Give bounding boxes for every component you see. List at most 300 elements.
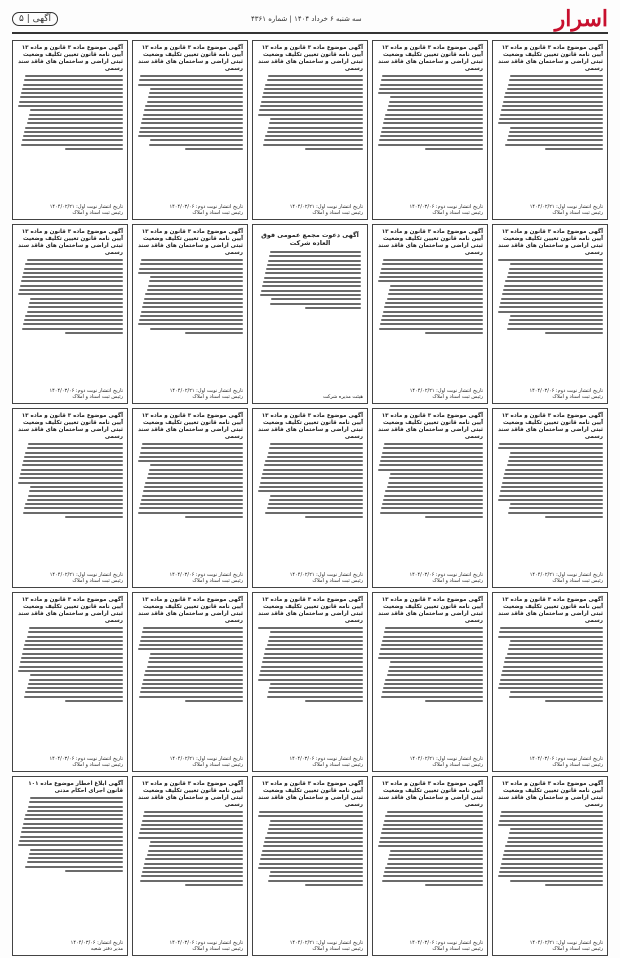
text-line [425, 148, 483, 150]
text-line [268, 880, 363, 882]
text-line [140, 503, 243, 505]
text-line [382, 452, 483, 454]
ad-title: آگهی موضوع ماده ۳ قانون و ماده ۱۳ آیین نامه قانون تعیین تکلیف وضعیت ثبتی اراضی و ساختمان های فاقد سند رسمی [18, 229, 123, 256]
classified-ad [12, 408, 128, 588]
text-line [510, 691, 603, 693]
ad-footer [497, 204, 603, 216]
classified-ad [132, 592, 248, 772]
text-line [382, 880, 483, 882]
ad-signatory: رئیس ثبت اسناد و املاک [432, 762, 483, 768]
ad-signatory: رئیس ثبت اسناد و املاک [432, 578, 483, 584]
text-line [425, 332, 483, 334]
ad-footer [497, 940, 603, 952]
text-line [510, 263, 603, 265]
classified-ad [252, 40, 368, 220]
text-line [378, 657, 483, 659]
ad-title: آگهی موضوع ماده ۳ قانون و ماده ۱۳ آیین نامه قانون تعیین تکلیف وضعیت ثبتی اراضی و ساختمان های فاقد سند رسمی [498, 413, 603, 440]
text-line [271, 298, 361, 300]
text-line [27, 311, 123, 313]
text-line [382, 315, 483, 317]
text-line [261, 290, 361, 292]
text-line [144, 811, 243, 813]
text-line [23, 84, 123, 86]
text-line [387, 298, 483, 300]
text-line [379, 88, 483, 90]
text-line [385, 627, 483, 629]
text-line [509, 268, 603, 270]
text-line [261, 854, 363, 856]
ad-footer [497, 756, 603, 768]
ad-body-text [497, 811, 603, 886]
text-line [259, 486, 363, 488]
text-line [500, 815, 603, 817]
ad-body-text [377, 811, 483, 886]
text-line [501, 863, 603, 865]
text-line [260, 670, 363, 672]
ad-title: آگهی دعوت مجمع عمومی فوق العاده شرکت [261, 231, 359, 247]
ad-publish-date: تاریخ انتشار نوبت اول: ۱۴۰۴/۰۲/۲۱ [169, 756, 243, 762]
text-line [505, 280, 603, 282]
text-line [499, 683, 603, 685]
ad-title: آگهی موضوع ماده ۳ قانون و ماده ۱۳ آیین نامه قانون تعیین تکلیف وضعیت ثبتی اراضی و ساختمان های فاقد سند رسمی [378, 413, 483, 440]
text-line [28, 806, 123, 808]
text-line [148, 285, 243, 287]
text-line [382, 691, 483, 693]
classified-ad [252, 224, 368, 404]
text-line [24, 268, 123, 270]
text-line [147, 289, 243, 291]
text-line [269, 255, 361, 257]
text-line [269, 499, 363, 501]
text-line [20, 285, 123, 287]
text-line [259, 863, 363, 865]
text-line [23, 648, 123, 650]
text-line [23, 460, 123, 462]
text-line [185, 332, 243, 334]
text-line [268, 691, 363, 693]
text-line [140, 263, 243, 265]
text-line [141, 259, 243, 261]
text-line [510, 452, 603, 454]
text-line [150, 464, 243, 466]
text-line [508, 460, 603, 462]
text-line [141, 447, 243, 449]
text-line [384, 871, 483, 873]
ad-title: آگهی ابلاغ اخطار موضوع ماده ۱۰۱ قانون اجرای احکام مدنی [28, 781, 123, 794]
ad-body-text [257, 75, 363, 150]
text-line [138, 837, 243, 839]
text-line [258, 867, 363, 869]
text-line [384, 631, 483, 633]
text-line [139, 644, 243, 646]
text-line [20, 836, 123, 838]
text-line [264, 277, 361, 279]
text-line [378, 469, 483, 471]
text-line [18, 670, 123, 672]
text-line [28, 118, 123, 120]
ad-publish-date: تاریخ انتشار نوبت اول: ۱۴۰۴/۰۲/۲۱ [409, 756, 483, 762]
text-line [269, 447, 363, 449]
classified-ad [132, 408, 248, 588]
ad-body-text [137, 443, 243, 518]
text-line [259, 811, 363, 813]
ad-body-text [17, 259, 123, 334]
ad-publish-date: تاریخ انتشار نوبت دوم: ۱۴۰۴/۰۳/۰۶ [49, 388, 123, 394]
text-line [142, 443, 243, 445]
text-line [267, 79, 363, 81]
text-line [65, 516, 123, 518]
text-line [545, 332, 603, 334]
text-line [140, 127, 243, 129]
ad-title: آگهی موضوع ماده ۳ قانون و ماده ۱۳ آیین نامه قانون تعیین تکلیف وضعیت ثبتی اراضی و ساختمان های فاقد سند رسمی [138, 45, 243, 72]
text-line [142, 306, 243, 308]
text-line [140, 691, 243, 693]
text-line [30, 298, 123, 300]
text-line [145, 293, 243, 295]
text-line [262, 96, 363, 98]
text-line [507, 464, 603, 466]
text-line [258, 490, 363, 492]
text-line [508, 837, 603, 839]
ad-body-text [377, 443, 483, 518]
text-line [143, 302, 243, 304]
text-line [378, 92, 483, 94]
text-line [18, 293, 123, 295]
text-line [504, 850, 603, 852]
text-line [383, 447, 483, 449]
text-line [387, 674, 483, 676]
text-line [28, 857, 123, 859]
text-line [385, 114, 483, 116]
ad-publish-date: تاریخ انتشار نوبت اول: ۱۴۰۴/۰۲/۲۱ [49, 572, 123, 578]
classified-ad [372, 40, 488, 220]
classified-ad [492, 592, 608, 772]
text-line [389, 477, 483, 479]
text-line [510, 880, 603, 882]
text-line [264, 464, 363, 466]
ad-signatory: رئیس ثبت اسناد و املاک [72, 578, 123, 584]
ad-footer [17, 756, 123, 768]
text-line [29, 490, 123, 492]
text-line [382, 263, 483, 265]
text-line [390, 661, 483, 663]
text-line [384, 495, 483, 497]
ad-publish-date: تاریخ انتشار نوبت دوم: ۱۴۰۴/۰۳/۰۶ [409, 940, 483, 946]
ad-publish-date: تاریخ انتشار نوبت اول: ۱۴۰۴/۰۲/۲۱ [529, 940, 603, 946]
text-line [380, 837, 483, 839]
ad-body-text [137, 627, 243, 702]
text-line [139, 131, 243, 133]
text-line [383, 636, 483, 638]
issue-info: سه شنبه ۶ خرداد ۱۴۰۴ | شماره ۴۳۶۱ [250, 15, 362, 23]
text-line [142, 118, 243, 120]
classified-ad [372, 408, 488, 588]
text-line [500, 302, 603, 304]
classified-ad [372, 592, 488, 772]
text-line [259, 109, 363, 111]
text-line [24, 696, 123, 698]
text-line [258, 679, 363, 681]
text-line [508, 84, 603, 86]
text-line [390, 850, 483, 852]
text-line [498, 636, 603, 638]
text-line [503, 289, 603, 291]
text-line [505, 845, 603, 847]
text-line [140, 315, 243, 317]
text-line [25, 75, 123, 77]
text-line [509, 131, 603, 133]
text-line [29, 853, 123, 855]
classified-ad [492, 40, 608, 220]
text-line [150, 88, 243, 90]
text-line [270, 118, 363, 120]
text-line [267, 832, 363, 834]
text-line [24, 456, 123, 458]
text-line [65, 332, 123, 334]
text-line [384, 683, 483, 685]
ad-title: آگهی موضوع ماده ۳ قانون و ماده ۱۳ آیین نامه قانون تعیین تکلیف وضعیت ثبتی اراضی و ساختمان های فاقد سند رسمی [18, 45, 123, 72]
ad-title: آگهی موضوع ماده ۳ قانون و ماده ۱۳ آیین نامه قانون تعیین تکلیف وضعیت ثبتی اراضی و ساختمان های فاقد سند رسمی [258, 45, 363, 72]
text-line [505, 657, 603, 659]
text-line [28, 495, 123, 497]
text-line [380, 323, 483, 325]
ad-signatory: رئیس ثبت اسناد و املاک [312, 210, 363, 216]
text-line [305, 148, 363, 150]
text-line [263, 845, 363, 847]
text-line [501, 486, 603, 488]
text-line [18, 105, 123, 107]
text-line [269, 122, 363, 124]
text-line [22, 88, 123, 90]
text-line [507, 88, 603, 90]
text-line [19, 289, 123, 291]
text-line [510, 503, 603, 505]
text-line [149, 144, 243, 146]
text-line [381, 131, 483, 133]
ad-publish-date: هیئت مدیره شرکت [322, 394, 363, 400]
text-line [265, 460, 363, 462]
text-line [261, 101, 363, 103]
text-line [500, 867, 603, 869]
text-line [19, 840, 123, 842]
ad-footer [137, 204, 243, 216]
ad-publish-date: تاریخ انتشار نوبت دوم: ۱۴۰۴/۰۳/۰۶ [409, 204, 483, 210]
classified-ad [252, 776, 368, 956]
ad-footer [137, 940, 243, 952]
classified-ad [12, 776, 128, 956]
text-line [267, 507, 363, 509]
text-line [27, 122, 123, 124]
text-line [384, 306, 483, 308]
text-line [380, 272, 483, 274]
text-line [510, 315, 603, 317]
ad-title: آگهی موضوع ماده ۳ قانون و ماده ۱۳ آیین نامه قانون تعیین تکلیف وضعیت ثبتی اراضی و ساختمان های فاقد سند رسمی [378, 781, 483, 808]
page-number: آگهی | ۵ [12, 12, 58, 26]
text-line [22, 328, 123, 330]
text-line [263, 144, 363, 146]
ad-title: آگهی موضوع ماده ۳ قانون و ماده ۱۳ آیین نامه قانون تعیین تکلیف وضعیت ثبتی اراضی و ساختمان های فاقد سند رسمی [498, 597, 603, 624]
text-line [139, 507, 243, 509]
text-line [264, 653, 363, 655]
ad-footer [377, 572, 483, 584]
ad-publish-date: تاریخ انتشار نوبت دوم: ۱۴۰۴/۰۳/۰۶ [289, 756, 363, 762]
text-line [23, 512, 123, 514]
text-line [147, 477, 243, 479]
text-line [267, 644, 363, 646]
ad-title: آگهی موضوع ماده ۳ قانون و ماده ۱۳ آیین نامه قانون تعیین تکلیف وضعیت ثبتی اراضی و ساختمان های فاقد سند رسمی [138, 781, 243, 808]
text-line [390, 285, 483, 287]
ad-signatory: رئیس ثبت اسناد و املاک [72, 210, 123, 216]
ad-footer [377, 940, 483, 952]
text-line [27, 687, 123, 689]
text-line [267, 264, 361, 266]
text-line [27, 259, 123, 261]
text-line [268, 828, 363, 830]
text-line [148, 473, 243, 475]
text-line [389, 854, 483, 856]
text-line [149, 657, 243, 659]
text-line [138, 648, 243, 650]
ad-footer [257, 940, 363, 952]
ad-publish-date: تاریخ انتشار نوبت اول: ۱۴۰۴/۰۲/۲۱ [289, 940, 363, 946]
text-line [498, 259, 603, 261]
ad-signatory: رئیس ثبت اسناد و املاک [312, 762, 363, 768]
ad-title: آگهی موضوع ماده ۳ قانون و ماده ۱۳ آیین نامه قانون تعیین تکلیف وضعیت ثبتی اراضی و ساختمان های فاقد سند رسمی [258, 597, 363, 624]
ad-signatory: رئیس ثبت اسناد و املاک [432, 394, 483, 400]
text-line [23, 823, 123, 825]
text-line [509, 456, 603, 458]
text-line [379, 464, 483, 466]
text-line [388, 105, 483, 107]
text-line [24, 79, 123, 81]
text-line [265, 837, 363, 839]
text-line [145, 482, 243, 484]
text-line [499, 495, 603, 497]
text-line [505, 469, 603, 471]
ad-signatory: رئیس ثبت اسناد و املاک [192, 578, 243, 584]
text-line [510, 828, 603, 830]
text-line [504, 473, 603, 475]
text-line [20, 96, 123, 98]
text-line [139, 268, 243, 270]
text-line [21, 469, 123, 471]
text-line [510, 127, 603, 129]
text-line [510, 640, 603, 642]
text-line [139, 79, 243, 81]
ad-footer [257, 572, 363, 584]
text-line [144, 674, 243, 676]
text-line [383, 875, 483, 877]
text-line [27, 447, 123, 449]
ad-signatory: رئیس ثبت اسناد و املاک [312, 578, 363, 584]
text-line [384, 118, 483, 120]
text-line [265, 84, 363, 86]
text-line [259, 674, 363, 676]
ad-signatory: رئیس ثبت اسناد و املاک [552, 394, 603, 400]
masthead [12, 6, 608, 34]
text-line [142, 495, 243, 497]
text-line [29, 679, 123, 681]
text-line [147, 854, 243, 856]
ad-title: آگهی موضوع ماده ۳ قانون و ماده ۱۳ آیین نامه قانون تعیین تکلیف وضعیت ثبتی اراضی و ساختمان های فاقد سند رسمی [138, 229, 243, 256]
text-line [25, 452, 123, 454]
text-line [507, 328, 603, 330]
text-line [23, 135, 123, 137]
classified-ad [12, 592, 128, 772]
text-line [25, 127, 123, 129]
text-line [263, 469, 363, 471]
text-line [270, 495, 363, 497]
text-line [498, 824, 603, 826]
text-line [150, 139, 243, 141]
text-line [385, 867, 483, 869]
text-line [379, 276, 483, 278]
ad-footer [137, 388, 243, 400]
text-line [148, 661, 243, 663]
ad-footer [257, 394, 363, 400]
ad-footer [17, 940, 123, 952]
text-line [381, 832, 483, 834]
text-line [265, 648, 363, 650]
ad-signatory: رئیس ثبت اسناد و املاک [432, 946, 483, 952]
text-line [145, 105, 243, 107]
text-line [138, 460, 243, 462]
ad-title: آگهی موضوع ماده ۳ قانون و ماده ۱۳ آیین نامه قانون تعیین تکلیف وضعیت ثبتی اراضی و ساختمان های فاقد سند رسمی [378, 597, 483, 624]
ad-footer [497, 572, 603, 584]
text-line [143, 627, 243, 629]
ad-title: آگهی موضوع ماده ۳ قانون و ماده ۱۳ آیین نامه قانون تعیین تکلیف وضعیت ثبتی اراضی و ساختمان های فاقد سند رسمی [498, 781, 603, 808]
text-line [141, 687, 243, 689]
ad-signatory: رئیس ثبت اسناد و املاک [192, 762, 243, 768]
text-line [387, 863, 483, 865]
text-line [270, 251, 361, 253]
text-line [382, 75, 483, 77]
text-line [19, 101, 123, 103]
text-line [264, 88, 363, 90]
text-line [150, 276, 243, 278]
text-line [545, 700, 603, 702]
text-line [21, 92, 123, 94]
ad-title: آگهی موضوع ماده ۳ قانون و ماده ۱۳ آیین نامه قانون تعیین تکلیف وضعیت ثبتی اراضی و ساختمان های فاقد سند رسمی [18, 413, 123, 440]
text-line [139, 696, 243, 698]
text-line [142, 683, 243, 685]
text-line [305, 884, 363, 886]
text-line [18, 482, 123, 484]
text-line [27, 636, 123, 638]
text-line [30, 674, 123, 676]
text-line [25, 866, 123, 868]
text-line [508, 648, 603, 650]
text-line [148, 850, 243, 852]
text-line [499, 871, 603, 873]
text-line [30, 109, 123, 111]
text-line [143, 867, 243, 869]
text-line [139, 456, 243, 458]
ad-signatory: رئیس ثبت اسناد و املاک [552, 946, 603, 952]
text-line [19, 477, 123, 479]
text-line [508, 135, 603, 137]
ad-body-text [137, 75, 243, 150]
text-line [139, 832, 243, 834]
text-line [19, 666, 123, 668]
text-line [305, 307, 361, 309]
text-line [260, 858, 363, 860]
text-line [29, 801, 123, 803]
text-line [390, 96, 483, 98]
text-line [389, 101, 483, 103]
text-line [382, 640, 483, 642]
ad-footer [137, 572, 243, 584]
